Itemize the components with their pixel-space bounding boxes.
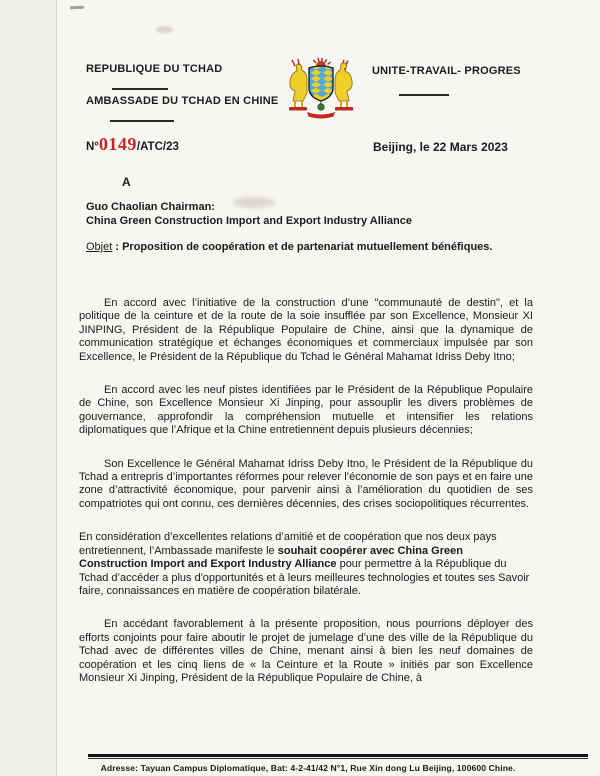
reference-digits: 0149 — [98, 134, 137, 154]
paragraph-text: pour permettre à la République du Tchad d’accéder a plus d'opportunités et à leurs meilleures technologies et toutes ses Savoir faire, connaissances en matière de coopération bilatérale. — [79, 558, 530, 597]
scan-speck — [70, 6, 84, 10]
subject-label: Objet — [86, 241, 113, 253]
paper-edge-line — [56, 0, 57, 776]
footer-rule-thick — [88, 754, 588, 757]
letter-paragraph: En accord avec l’initiative de la construction d’une "communauté de destin", et la politique de la ceinture et de la route de la soie insufflée par son Excellence, Monsieur XI JINPING, Président de la République Populaire de Chine, ainsi que la dynamique de communication stratégique et échanges économiques et commerciaux impulsée par son Excellence, le Président de la République du Tchad le Général Mahamat Idriss Deby Itno; — [79, 297, 533, 363]
embassy-title: AMBASSADE DU TCHAD EN CHINE — [86, 95, 279, 107]
motto-title: UNITE-TRAVAIL- PROGRES — [372, 65, 521, 77]
embassy-underline — [110, 120, 174, 122]
letter-paragraph: En accord avec les neuf pistes identifiées par le Président de la République Populaire de Chine, son Excellence Monsieur Xi Jinping, pour assouplir les divers problèmes de gouvernance, approfondir la compréhension mutuelle et intensifier les relations diplomatiques que l’Afrique et la Chine entretiennent depuis plusieurs décennies; — [79, 384, 533, 437]
footer-rule-thin — [88, 758, 588, 759]
scan-speck — [156, 26, 173, 33]
recipient-to-letter: A — [122, 175, 131, 189]
letter-paragraph: Son Excellence le Général Mahamat Idriss Deby Itno, le Président de la République du Tchad a entrepris d’importantes réformes pour relever l’économie de son pays et en faire une zone d’attractivité économique, pour parvenir ainsi à l’amélioration du quotidien de ses compatriotes qui ont connu, ces dernières décennies, des crises sociopolitiques récurrentes. — [79, 457, 533, 510]
footer-address: Adresse: Tayuan Campus Diplomatique, Bat: 4-2-41/42 N°1, Rue Xin dong Lu Beijing, 100600 Chine. — [100, 763, 516, 773]
paragraph-text: En considération d’excellentes relations d’amitié et de coopération que nos deux pays entretiennent, l’Ambassade manifeste le — [79, 531, 497, 557]
subject-separator: : — [112, 241, 123, 253]
recipient-organization: China Green Construction Import and Export Industry Alliance — [86, 215, 412, 227]
republic-underline — [112, 88, 168, 90]
republic-title: REPUBLIQUE DU TCHAD — [86, 63, 223, 75]
motto-underline — [399, 94, 449, 96]
paper-edge-band — [0, 0, 56, 776]
letter-body — [79, 297, 533, 685]
letter-paragraph: En accédant favorablement à la présente proposition, nous pourrions déployer des efforts conjoints pour faire aboutir le projet de jumelage d’une des ville de la République du Tchad avec de différentes villes de Chine, menant ainsi à bien les neuf domaines de coopération et les cinq liens de « la Ceinture et la Route » initiés par son Excellence Monsieur Xi Jinping, Président de la République Populaire de Chine, à — [79, 618, 533, 684]
chad-coat-of-arms-icon — [283, 57, 359, 119]
scan-smudge — [233, 197, 275, 208]
dateline: Beijing, le 22 Mars 2023 — [373, 140, 508, 154]
letter-paragraph — [79, 531, 533, 598]
subject-line — [86, 240, 516, 254]
reference-prefix: N° — [86, 141, 99, 153]
reference-number — [86, 135, 179, 153]
subject-text: Proposition de coopération et de partenariat mutuellement bénéfiques. — [122, 241, 493, 253]
reference-suffix: /ATC/23 — [136, 141, 179, 153]
paragraph-bold-text: souhait coopérer avec China Green Construction Import and Export Industry Alliance — [79, 544, 463, 571]
recipient-name: Guo Chaolian Chairman: — [86, 201, 215, 213]
